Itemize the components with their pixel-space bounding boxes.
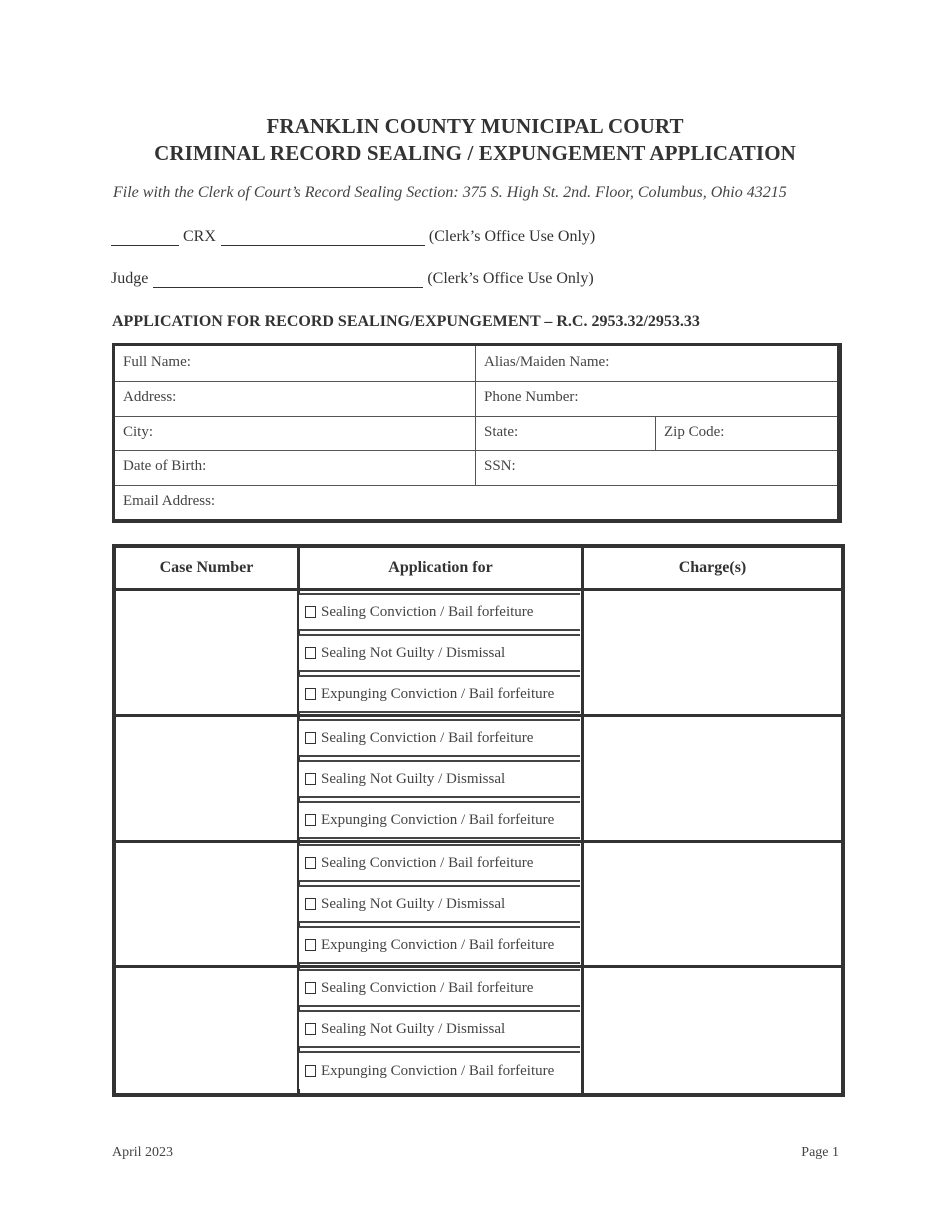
crx-clerk-note: (Clerk’s Office Use Only) — [428, 228, 596, 245]
court-name: FRANKLIN COUNTY MUNICIPAL COURT — [266, 114, 684, 138]
address-field[interactable]: Address: — [123, 389, 177, 405]
case-table — [112, 544, 845, 1097]
section-heading: APPLICATION FOR RECORD SEALING/EXPUNGEMENT – R.C. 2953.32/2953.33 — [112, 313, 700, 330]
checkbox[interactable] — [305, 732, 316, 744]
crx-label: CRX — [183, 228, 216, 245]
charges-cell[interactable] — [584, 717, 841, 840]
checkbox[interactable] — [305, 898, 316, 910]
option-expunging-conviction[interactable] — [299, 675, 580, 713]
charges-cell[interactable] — [584, 968, 841, 1089]
option-label: Sealing Conviction / Bail forfeiture — [321, 854, 534, 871]
option-label: Sealing Not Guilty / Dismissal — [321, 895, 506, 912]
option-label: Sealing Not Guilty / Dismissal — [321, 644, 506, 661]
option-sealing-not-guilty[interactable] — [299, 885, 580, 923]
email-field[interactable]: Email Address: — [123, 493, 216, 509]
judge-blank[interactable] — [153, 271, 423, 288]
option-sealing-conviction[interactable] — [299, 969, 580, 1007]
column-header-charges: Charge(s) — [678, 559, 747, 576]
judge-line — [111, 270, 594, 288]
option-sealing-not-guilty[interactable] — [299, 634, 580, 672]
case-number-cell[interactable] — [116, 843, 297, 965]
option-label: Sealing Conviction / Bail forfeiture — [321, 979, 534, 996]
option-sealing-conviction[interactable] — [299, 844, 580, 882]
column-header-application-for: Application for — [388, 559, 493, 576]
charges-cell[interactable] — [584, 843, 841, 965]
phone-field[interactable]: Phone Number: — [484, 389, 579, 405]
option-label: Sealing Not Guilty / Dismissal — [321, 1020, 506, 1037]
option-sealing-conviction[interactable] — [299, 593, 580, 631]
zip-field[interactable]: Zip Code: — [664, 424, 725, 440]
checkbox[interactable] — [305, 857, 316, 869]
checkbox[interactable] — [305, 647, 316, 659]
option-expunging-conviction[interactable] — [299, 801, 580, 839]
city-field[interactable]: City: — [123, 424, 154, 440]
case-number-cell[interactable] — [116, 591, 297, 714]
form-title: CRIMINAL RECORD SEALING / EXPUNGEMENT APPLICATION — [154, 141, 796, 165]
case-number-cell[interactable] — [116, 968, 297, 1089]
checkbox[interactable] — [305, 939, 316, 951]
alias-field[interactable]: Alias/Maiden Name: — [484, 354, 610, 370]
charges-cell[interactable] — [584, 591, 841, 714]
option-label: Expunging Conviction / Bail forfeiture — [321, 1062, 555, 1079]
case-number-cell[interactable] — [116, 717, 297, 840]
option-sealing-not-guilty[interactable] — [299, 1010, 580, 1048]
checkbox[interactable] — [305, 1065, 316, 1077]
file-with-text: File with the Clerk of Court’s — [113, 184, 301, 201]
filing-address: Record Sealing Section: 375 S. High St. 2nd. Floor, Columbus, Ohio 43215 — [304, 184, 787, 201]
checkbox[interactable] — [305, 688, 316, 700]
checkbox[interactable] — [305, 606, 316, 618]
checkbox[interactable] — [305, 814, 316, 826]
option-label: Expunging Conviction / Bail forfeiture — [321, 936, 555, 953]
column-header-case-number: Case Number — [159, 559, 254, 576]
crx-line — [111, 228, 595, 246]
filing-instructions — [113, 184, 787, 202]
option-expunging-conviction[interactable] — [299, 1051, 580, 1089]
full-name-field[interactable]: Full Name: — [123, 354, 191, 370]
option-sealing-not-guilty[interactable] — [299, 760, 580, 798]
footer-date: April 2023 — [112, 1145, 174, 1160]
footer-page-number: Page 1 — [801, 1145, 839, 1160]
crx-prefix-blank[interactable] — [111, 229, 179, 246]
judge-clerk-note: (Clerk’s Office Use Only) — [427, 270, 594, 287]
checkbox[interactable] — [305, 773, 316, 785]
applicant-info-table — [112, 343, 842, 523]
dob-field[interactable]: Date of Birth: — [123, 458, 207, 474]
judge-label: Judge — [111, 270, 149, 287]
checkbox[interactable] — [305, 1023, 316, 1035]
option-sealing-conviction[interactable] — [299, 719, 580, 757]
state-field[interactable]: State: — [484, 424, 519, 440]
option-label: Sealing Not Guilty / Dismissal — [321, 770, 506, 787]
checkbox[interactable] — [305, 982, 316, 994]
option-label: Expunging Conviction / Bail forfeiture — [321, 811, 555, 828]
option-label: Sealing Conviction / Bail forfeiture — [321, 729, 534, 746]
option-label: Sealing Conviction / Bail forfeiture — [321, 603, 534, 620]
crx-number-blank[interactable] — [221, 229, 425, 246]
option-label: Expunging Conviction / Bail forfeiture — [321, 685, 555, 702]
option-expunging-conviction[interactable] — [299, 926, 580, 964]
ssn-field[interactable]: SSN: — [484, 458, 516, 474]
